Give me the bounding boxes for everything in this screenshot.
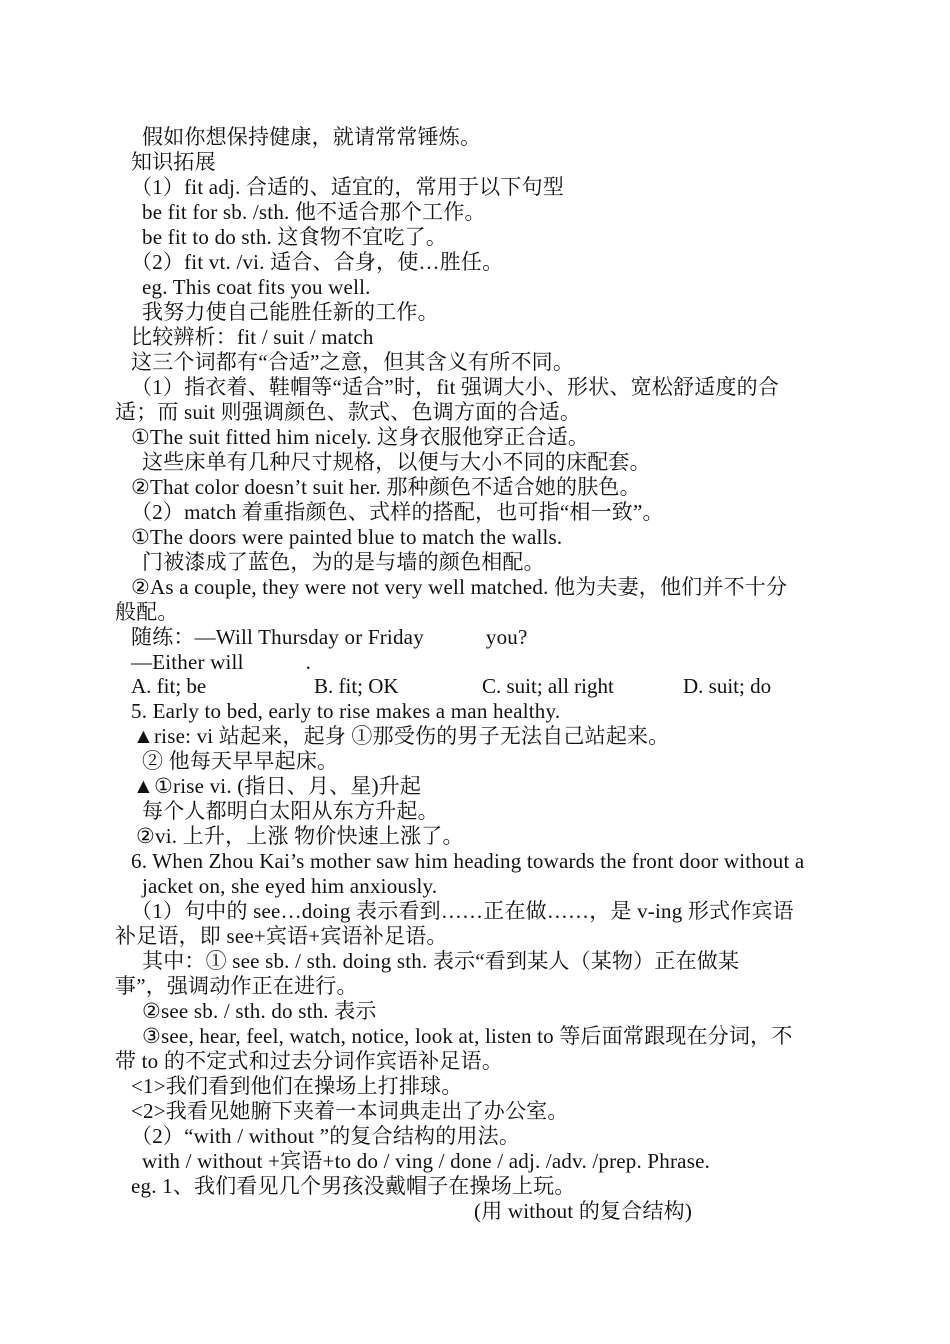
- text-line: （1）句中的 see…doing 表示看到……正在做……，是 v-ing 形式作宾语: [131, 899, 794, 923]
- text-line: 每个人都明白太阳从东方升起。: [142, 799, 439, 823]
- section-heading: 知识拓展: [131, 150, 216, 174]
- option-a: A. fit; be: [131, 674, 207, 698]
- text-line: （1）fit adj. 合适的、适宜的，常用于以下句型: [131, 175, 564, 199]
- text-line: 这些床单有几种尺寸规格，以便与大小不同的床配套。: [142, 450, 651, 474]
- exercise-question-text: 随练：—Will Thursday or Friday: [131, 625, 424, 649]
- text-line: 假如你想保持健康，就请常常锤炼。: [142, 125, 482, 149]
- text-line: 6. When Zhou Kai’s mother saw him heading towards the front door without a: [131, 849, 805, 873]
- text-line: (用 without 的复合结构): [474, 1199, 693, 1223]
- text-line: 5. Early to bed, early to rise makes a man healthy.: [131, 699, 561, 723]
- text-line: be fit for sb. /sth. 他不适合那个工作。: [142, 200, 486, 224]
- option-b: B. fit; OK: [314, 674, 399, 698]
- text-line: ③see, hear, feel, watch, notice, look at, listen to 等后面常跟现在分词，不: [142, 1024, 793, 1048]
- text-line: ②That color doesn’t suit her. 那种颜色不适合她的肤色。: [131, 475, 641, 499]
- exercise-question-text: —Either will: [131, 650, 244, 674]
- text-line: （2）match 着重指颜色、式样的搭配，也可指“相一致”。: [131, 500, 664, 524]
- exercise-question-text: you?: [485, 625, 528, 649]
- text-line: eg. 1、我们看见几个男孩没戴帽子在操场上玩。: [131, 1174, 576, 1198]
- option-c: C. suit; all right: [482, 674, 614, 698]
- text-line: ①The suit fitted him nicely. 这身衣服他穿正合适。: [131, 425, 590, 449]
- text-line: 这三个词都有“合适”之意，但其含义有所不同。: [131, 350, 575, 374]
- text-line: 般配。: [115, 600, 179, 624]
- text-line: ② 他每天早早起床。: [142, 749, 339, 773]
- text-line: 补足语，即 see+宾语+宾语补足语。: [115, 924, 448, 948]
- text-line: 门被漆成了蓝色，为的是与墙的颜色相配。: [142, 550, 545, 574]
- option-d: D. suit; do: [683, 674, 772, 698]
- text-line: ②see sb. / sth. do sth. 表示: [142, 999, 377, 1023]
- text-line: ▲rise: vi 站起来，起身 ①那受伤的男子无法自己站起来。: [133, 724, 670, 748]
- text-line: <2>我看见她腑下夹着一本词典走出了办公室。: [131, 1099, 569, 1123]
- text-line: <1>我们看到他们在操场上打排球。: [131, 1074, 463, 1098]
- exercise-question-text: .: [305, 650, 312, 674]
- text-line: ②vi. 上升，上涨 物价快速上涨了。: [136, 824, 464, 848]
- text-line: eg. This coat fits you well.: [142, 275, 371, 299]
- text-line: ①The doors were painted blue to match the walls.: [131, 525, 563, 549]
- text-line: 事”，强调动作正在进行。: [115, 974, 358, 998]
- text-line: ▲①rise vi. (指日、月、星)升起: [133, 774, 422, 798]
- text-line: 我努力使自己能胜任新的工作。: [142, 300, 439, 324]
- text-line: ②As a couple, they were not very well matched. 他为夫妻，他们并不十分: [131, 575, 788, 599]
- text-line: be fit to do sth. 这食物不宜吃了。: [142, 225, 448, 249]
- section-heading: 比较辨析：fit / suit / match: [131, 325, 374, 349]
- text-line: 适；而 suit 则强调颜色、款式、色调方面的合适。: [115, 400, 582, 424]
- text-line: （2）fit vt. /vi. 适合、合身，使…胜任。: [131, 250, 504, 274]
- text-line: 带 to 的不定式和过去分词作宾语补足语。: [115, 1049, 504, 1073]
- text-line: 其中：① see sb. / sth. doing sth. 表示“看到某人（某物）正在做某: [142, 949, 740, 973]
- text-line: （2）“with / without ”的复合结构的用法。: [131, 1124, 521, 1148]
- text-line: jacket on, she eyed him anxiously.: [142, 874, 438, 898]
- text-line: with / without +宾语+to do / ving / done / adj. /adv. /prep. Phrase.: [142, 1149, 711, 1173]
- exercise-question: [131, 625, 528, 650]
- text-line: （1）指衣着、鞋帽等“适合”时，fit 强调大小、形状、宽松舒适度的合: [131, 375, 780, 399]
- exercise-answer-line: [131, 650, 311, 675]
